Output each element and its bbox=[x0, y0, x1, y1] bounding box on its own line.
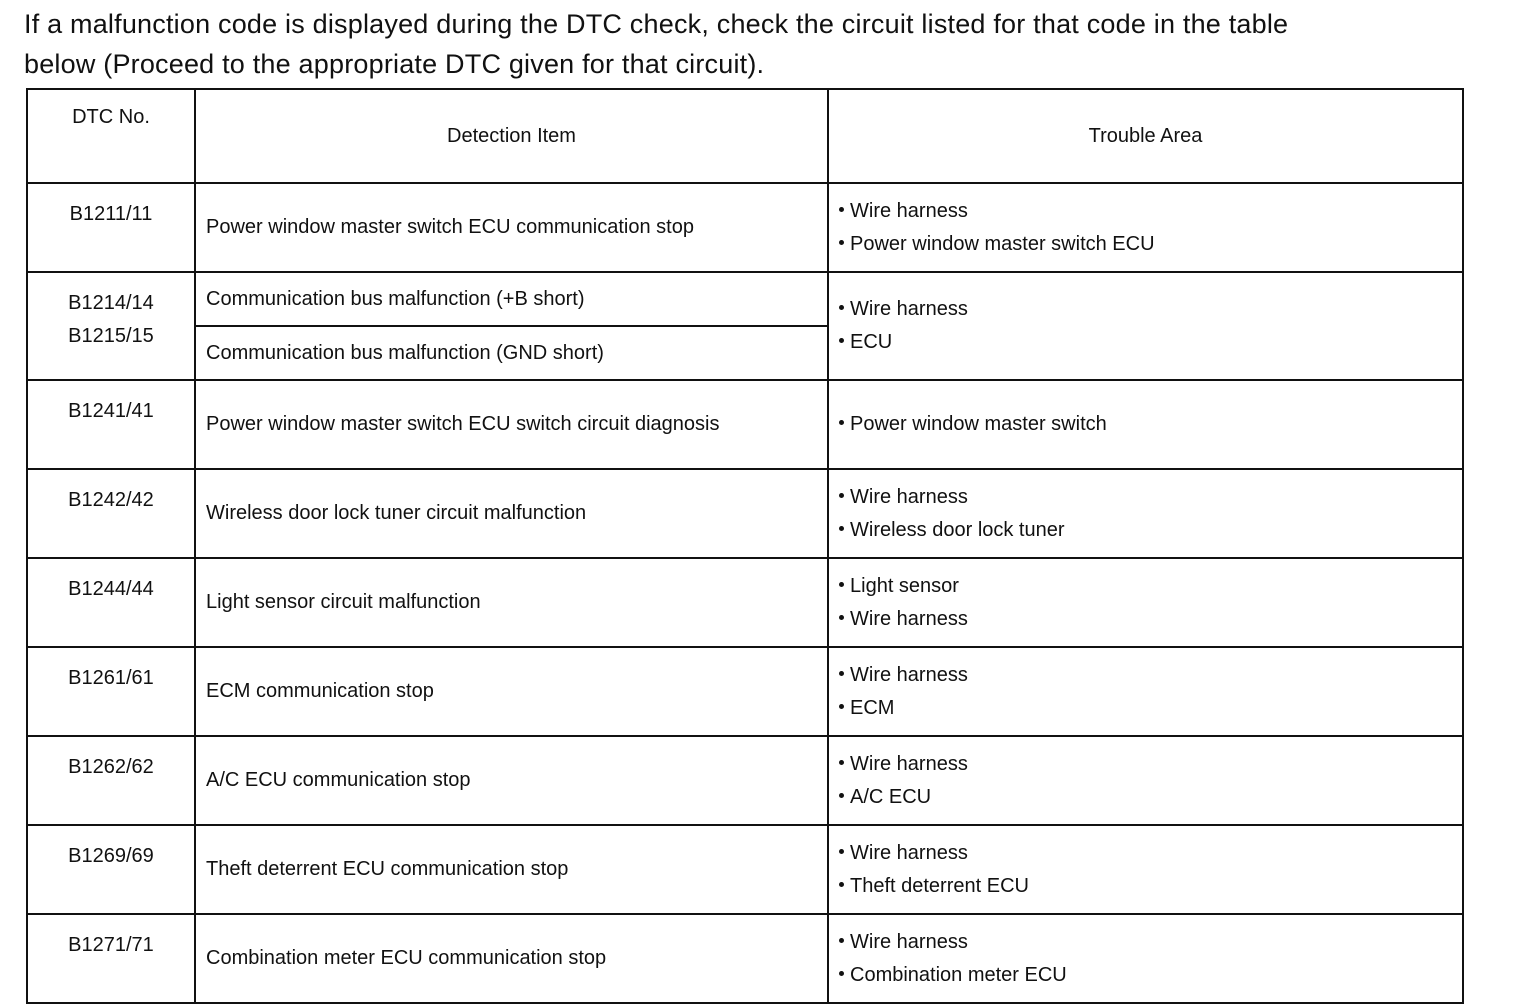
trouble-area-item bbox=[839, 293, 1462, 326]
dtc-code-cell bbox=[27, 736, 195, 825]
trouble-area-item bbox=[839, 926, 1462, 959]
trouble-area-cell bbox=[828, 558, 1463, 647]
trouble-area-cell bbox=[828, 647, 1463, 736]
detection-item-cell: Communication bus malfunction (+B short) bbox=[195, 272, 828, 326]
trouble-area-text: Wire harness bbox=[850, 752, 968, 775]
trouble-area-cell bbox=[828, 380, 1463, 469]
trouble-area-item bbox=[839, 870, 1462, 903]
detection-item-cell: Power window master switch ECU communication stop bbox=[195, 183, 828, 272]
trouble-area-cell bbox=[828, 736, 1463, 825]
detection-item-cell: Theft deterrent ECU communication stop bbox=[195, 825, 828, 914]
dtc-code: B1241/41 bbox=[68, 400, 154, 422]
header-dtc-no: DTC No. bbox=[27, 89, 195, 183]
table-body bbox=[27, 183, 1463, 1003]
trouble-area-cell bbox=[828, 183, 1463, 272]
trouble-area-text: Wire harness bbox=[850, 663, 968, 686]
bullet-icon bbox=[839, 240, 844, 245]
bullet-icon bbox=[839, 526, 844, 531]
intro-line-2: below (Proceed to the appropriate DTC given for that circuit). bbox=[24, 49, 765, 79]
dtc-code: B1261/61 bbox=[68, 667, 154, 689]
trouble-area-item bbox=[839, 570, 1462, 603]
detection-item-cell: Wireless door lock tuner circuit malfunction bbox=[195, 469, 828, 558]
trouble-area-item bbox=[839, 781, 1462, 814]
trouble-area-cell bbox=[828, 272, 1463, 380]
table-row bbox=[27, 469, 1463, 558]
table-row bbox=[27, 183, 1463, 272]
table-row bbox=[27, 825, 1463, 914]
trouble-area-item bbox=[839, 659, 1462, 692]
trouble-area-cell bbox=[828, 825, 1463, 914]
dtc-code: B1262/62 bbox=[68, 756, 154, 778]
bullet-icon bbox=[839, 615, 844, 620]
dtc-code-cell bbox=[27, 469, 195, 558]
trouble-area-cell bbox=[828, 469, 1463, 558]
trouble-area-item bbox=[839, 692, 1462, 725]
table-row bbox=[27, 558, 1463, 647]
dtc-code: B1244/44 bbox=[68, 578, 154, 600]
trouble-area-item bbox=[839, 959, 1462, 992]
trouble-area-text: Light sensor bbox=[850, 574, 959, 597]
table-row bbox=[27, 272, 1463, 326]
table-row bbox=[27, 736, 1463, 825]
dtc-code-cell bbox=[27, 272, 195, 380]
bullet-icon bbox=[839, 704, 844, 709]
bullet-icon bbox=[839, 938, 844, 943]
trouble-area-text: Wire harness bbox=[850, 930, 968, 953]
detection-item-cell: Light sensor circuit malfunction bbox=[195, 558, 828, 647]
trouble-area-text: Theft deterrent ECU bbox=[850, 874, 1029, 897]
dtc-code-cell bbox=[27, 183, 195, 272]
dtc-code: B1211/11 bbox=[69, 203, 153, 225]
dtc-code-cell bbox=[27, 647, 195, 736]
trouble-area-item bbox=[839, 195, 1462, 228]
trouble-area-text: Wire harness bbox=[850, 841, 968, 864]
dtc-code: B1269/69 bbox=[68, 845, 154, 867]
trouble-area-item bbox=[839, 228, 1462, 261]
trouble-area-text: Power window master switch ECU bbox=[850, 232, 1155, 255]
trouble-area-item bbox=[839, 481, 1462, 514]
bullet-icon bbox=[839, 338, 844, 343]
bullet-icon bbox=[839, 493, 844, 498]
bullet-icon bbox=[839, 582, 844, 587]
dtc-code: B1215/15 bbox=[68, 325, 154, 347]
trouble-area-text: Wire harness bbox=[850, 199, 968, 222]
dtc-table bbox=[26, 88, 1464, 1004]
bullet-icon bbox=[839, 420, 844, 425]
intro-paragraph bbox=[24, 4, 1504, 84]
trouble-area-item bbox=[839, 326, 1462, 359]
table-header-row bbox=[27, 89, 1463, 183]
trouble-area-item bbox=[839, 603, 1462, 636]
bullet-icon bbox=[839, 882, 844, 887]
bullet-icon bbox=[839, 305, 844, 310]
bullet-icon bbox=[839, 760, 844, 765]
intro-line-1: If a malfunction code is displayed during the DTC check, check the circuit listed for that code in the table bbox=[24, 9, 1289, 39]
header-trouble-area: Trouble Area bbox=[828, 89, 1463, 183]
table-row bbox=[27, 914, 1463, 1003]
bullet-icon bbox=[839, 793, 844, 798]
trouble-area-text: Combination meter ECU bbox=[850, 963, 1067, 986]
bullet-icon bbox=[839, 207, 844, 212]
header-detection-item: Detection Item bbox=[195, 89, 828, 183]
dtc-code-cell bbox=[27, 914, 195, 1003]
dtc-code: B1214/14 bbox=[68, 292, 154, 314]
detection-item-cell: A/C ECU communication stop bbox=[195, 736, 828, 825]
trouble-area-item bbox=[839, 514, 1462, 547]
trouble-area-item bbox=[839, 837, 1462, 870]
dtc-code-cell bbox=[27, 380, 195, 469]
dtc-code: B1242/42 bbox=[68, 489, 154, 511]
trouble-area-cell bbox=[828, 914, 1463, 1003]
trouble-area-text: Wire harness bbox=[850, 298, 968, 320]
table-row bbox=[27, 380, 1463, 469]
bullet-icon bbox=[839, 849, 844, 854]
trouble-area-text: Wireless door lock tuner bbox=[850, 518, 1065, 541]
trouble-area-text: A/C ECU bbox=[850, 785, 932, 808]
detection-item-cell: Communication bus malfunction (GND short) bbox=[195, 326, 828, 380]
bullet-icon bbox=[839, 971, 844, 976]
trouble-area-text: ECM bbox=[850, 696, 895, 719]
dtc-code-cell bbox=[27, 825, 195, 914]
detection-item-cell: ECM communication stop bbox=[195, 647, 828, 736]
dtc-code-cell bbox=[27, 558, 195, 647]
trouble-area-item bbox=[839, 748, 1462, 781]
trouble-area-item bbox=[839, 408, 1462, 441]
trouble-area-text: Wire harness bbox=[850, 607, 968, 630]
trouble-area-text: Wire harness bbox=[850, 485, 968, 508]
detection-item-cell: Combination meter ECU communication stop bbox=[195, 914, 828, 1003]
table-row bbox=[27, 647, 1463, 736]
trouble-area-text: ECU bbox=[850, 331, 893, 353]
dtc-code: B1271/71 bbox=[68, 934, 154, 956]
bullet-icon bbox=[839, 671, 844, 676]
detection-item-cell: Power window master switch ECU switch circuit diagnosis bbox=[195, 380, 828, 469]
trouble-area-text: Power window master switch bbox=[850, 413, 1107, 435]
